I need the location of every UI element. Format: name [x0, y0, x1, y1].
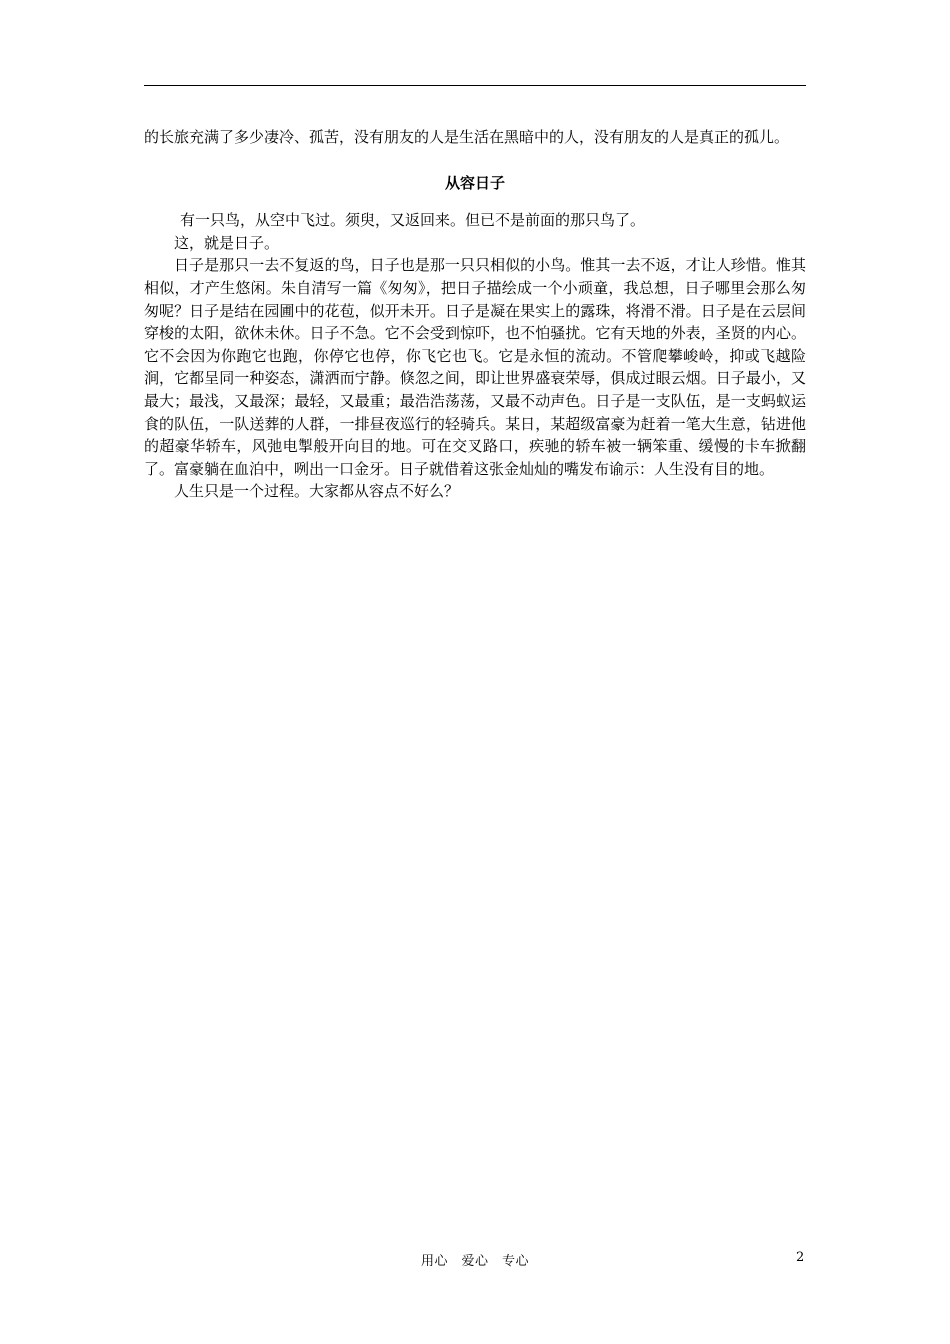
paragraph-2: 这，就是日子。	[174, 233, 280, 252]
paragraph-1: 有一只鸟，从空中飞过。须臾，又返回来。但已不是前面的那只鸟了。	[180, 211, 646, 230]
footer-motto: 用心 爱心 专心	[420, 1254, 529, 1269]
paragraph-4: 人生只是一个过程。大家都从容点不好么？	[174, 482, 460, 501]
essay-title: 从容日子	[444, 173, 505, 192]
paragraph-3: 日子是那只一去不复返的鸟，日子也是那一只只相似的小鸟。惟其一去不返，才让人珍惜。惟其相似，才产生悠闲。朱自清写一篇《匆匆》，把日子描绘成一个小顽童，我总想，日子哪里会那么匆匆呢？日子是结在园圃中的花苞，似开未开。日子是凝在果实上的露珠，将滑不滑。日子是在云层间穿梭的太阳，欲休未休。日子不急。它不会受到惊吓，也不怕骚扰。它有天地的外表，圣贤的内心。它不会因为你跑它也跑，你停它也停，你飞它也飞。它是永恒的流动。不管爬攀峻岭，抑或飞越险涧，它都呈同一种姿态，潇洒而宁静。倏忽之间，即让世界盛衰荣辱，俱成过眼云烟。日子最小，又最大；最浅，又最深；最轻，又最重；最浩浩荡荡，又最不动声色。日子是一支队伍，是一支蚂蚁运食的队伍，一队送葬的人群，一排昼夜巡行的轻骑兵。某日，某超级富豪为赶着一笔大生意，钻进他的超豪华轿车，风弛电掣般开向目的地。可在交叉路口，疾驰的轿车被一辆笨重、缓慢的卡车掀翻了。富豪躺在血泊中，咧出一口金牙。日子就借着这张金灿灿的嘴发布谕示：人生没有目的地。	[144, 256, 806, 478]
document-body	[144, 126, 806, 503]
page-number: 2	[796, 1250, 805, 1265]
header-rule	[144, 85, 806, 86]
continuation-paragraph: 的长旅充满了多少凄冷、孤苦，没有朋友的人是生活在黑暗中的人，没有朋友的人是真正的孤儿。	[144, 128, 790, 146]
